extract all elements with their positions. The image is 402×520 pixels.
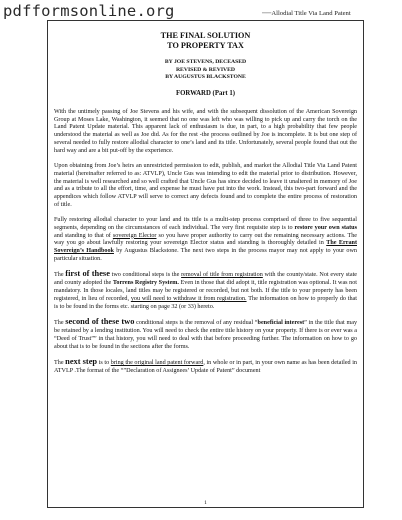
p4-lead-phrase: first of these (65, 269, 110, 279)
p5-lead-phrase: second of these two (65, 317, 135, 327)
page-number: 1 (204, 500, 207, 506)
p5-text-c: conditional steps is the removal of any residual “ (134, 320, 258, 327)
document-page (47, 20, 364, 508)
paragraph-3 (54, 217, 357, 264)
paragraph-1: With the untimely passing of Joe Stevens and his wife, and with the subsequent dissolution of the American Sovereign Group at Moses Lake, Washington, it seemed that no one was left who was willing to pick up and carry the torch on the Land Patent Update material. This apparent lack of enthusiasm is due, in part, to a high probability that few people understood the material as well as Joe did. As for the rest -the process outlined by Joe is incomplete. It is but one step of several needed to fully restore allodial character to one’s land and its title. Unfortunately, several people found that out the hard way and are a bit put-off by the experience. (54, 108, 357, 154)
paragraph-5 (54, 318, 357, 351)
p4-underline-removal: removal of title from registration (181, 272, 263, 279)
byline-line-1: BY JOE STEVENS, DECEASED (164, 59, 247, 65)
byline (54, 59, 357, 82)
paragraph-2: Upon obtaining from Joe’s heirs an unrestricted permission to edit, publish, and market the Allodial Title Via Land Patent material (hereinafter referred to as: ATVLP), Uncle Gus was intending to edit the material prior to distribution. However, the material is well researched and so well crafted that Uncle Gus has since decided to leave it unaltered in memory of Joe and as a tribute to all the effort, time, and expense he must have put into the work. Instead, this two-part forward and the appendices which follow ATVLP will serve to correct any defects found and to complete the entire process of restoration of title. (54, 162, 357, 209)
p5-text-a: The (54, 320, 66, 327)
watermark: pdfformsonline.org (3, 2, 175, 20)
p4-emphasis-torrens: Torrens Registry System. (112, 280, 179, 287)
p3-text-a: Fully restoring allodial character to your land and its title is a multi-step process comprised of three to five sequential segments, depending on the circumstances of each individual. The very first requisite step is to (54, 216, 357, 231)
p3-emphasis-status: restore your own status (294, 224, 357, 231)
p6-text-a: The (54, 360, 66, 367)
title-line-1: THE FINAL SOLUTION (160, 31, 251, 40)
paragraph-6 (54, 358, 357, 376)
page-content (54, 31, 357, 376)
p4-text-a: The (54, 272, 66, 279)
p3-text-c: and standing to that of (54, 232, 113, 239)
p3-underline-elector: sovereign Elector (112, 232, 157, 239)
p4-underline-withdraw: you will need to withdraw it from registration. (130, 296, 247, 302)
running-header: ── Allodial Title Via Land Patent (262, 9, 400, 18)
p4-text-i: The information on how to properly do that is to be found in the forms etc. starting on page 32 (or 33) hereto. (54, 296, 357, 310)
document-title (54, 31, 357, 51)
p4-text-g: Even in those that did adopt it, title registration was optional. It was not mandatory. In those locales, land titles may be registered or recorded, but not both. If the title to your property has been registered, in lieu of recorded, (54, 280, 357, 302)
p3-text-e: so you have proper authority to carry out the remaining necessary actions. The way you go about lawfully restoring your sovereign Elector status and standing is thoroughly detailed in (54, 232, 358, 247)
section-title: FORWARD (Part 1) (175, 89, 236, 97)
p4-text-c: two conditional steps is the (109, 272, 182, 279)
byline-line-3: BY AUGUSTUS BLACKSTONE (165, 74, 246, 81)
p6-underline-patent: bring the original land patent forward (110, 360, 204, 367)
p5-text-e: ” in the title that may be retained by a lending institution. You will need to check the entire title history on your property. If there is or ever was a “Deed of Trust”” in that history, you will need to deal with that before proceeding further. The information on how to go about that is to be found in the sections after the forms. (54, 320, 358, 350)
p6-text-e: , in whole or in part, in your own name as has been detailed in ATVLP .The format of the “”Declaration of Assignees’ Update of Patent” document (54, 360, 357, 374)
p4-text-e: with the county/state. Not every state and county adopted the (54, 272, 358, 287)
p3-text-g: by Augustus Blackstone. The next two steps in the process mayor may not apply to your own particular situation. (54, 248, 357, 263)
p6-lead-phrase: next step (65, 357, 98, 367)
p3-book-title: The Errant Sovereign’s Handbook (54, 240, 357, 255)
byline-line-2: REVISED & REVIVED (175, 66, 236, 73)
p5-emphasis-beneficial: beneficial interest (257, 320, 305, 327)
paragraph-4 (54, 270, 357, 311)
title-line-2: TO PROPERTY TAX (167, 41, 244, 50)
p6-text-c: is to (97, 360, 111, 367)
